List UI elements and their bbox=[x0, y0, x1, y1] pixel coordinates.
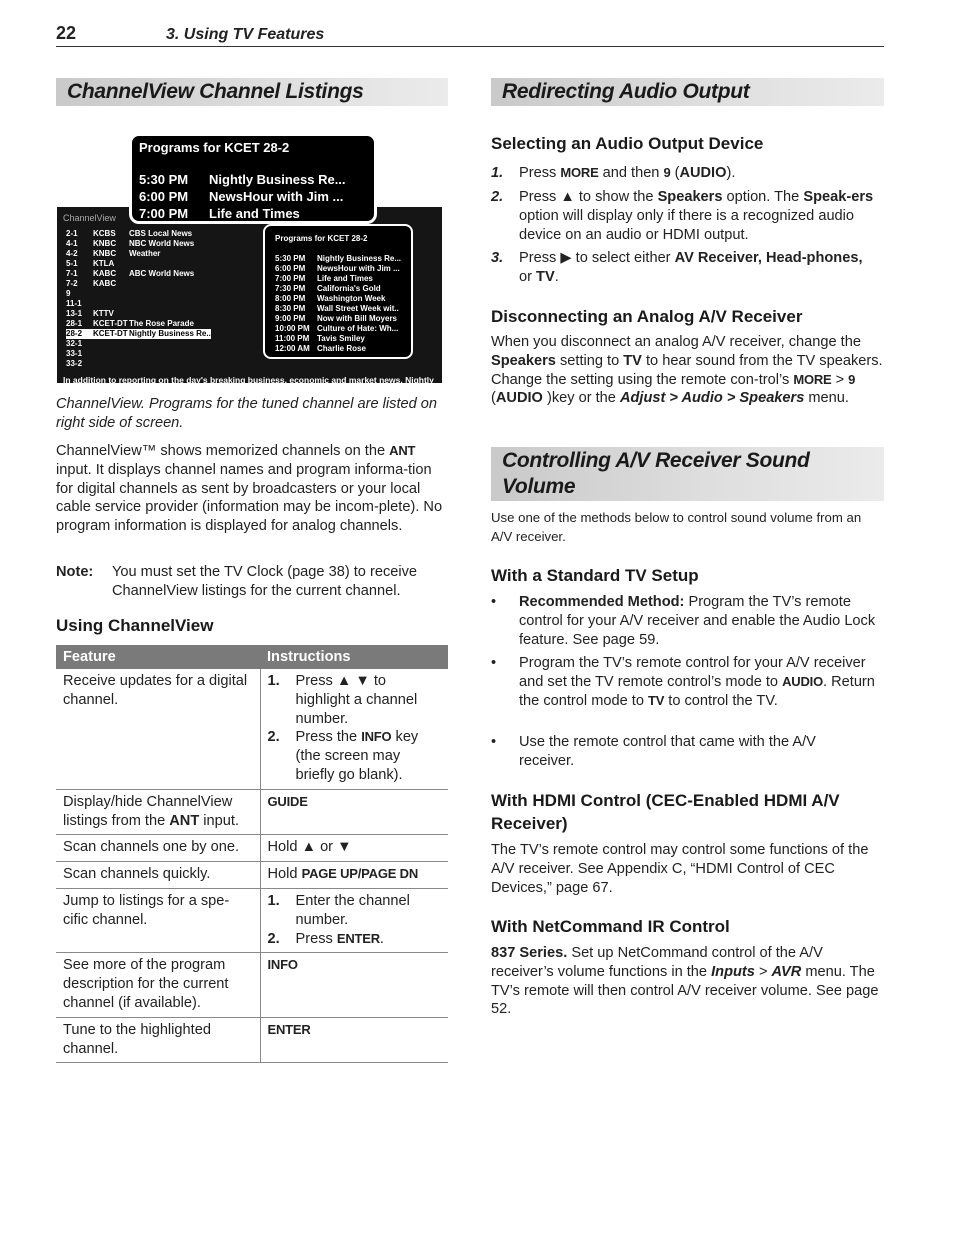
popup-row bbox=[139, 205, 346, 222]
tv-setting: TV bbox=[623, 352, 642, 369]
step-text: . bbox=[554, 268, 559, 285]
channel-num: 11-1 bbox=[66, 299, 82, 308]
para-text: > bbox=[754, 963, 772, 980]
program-time: 9:00 PM bbox=[275, 314, 306, 323]
program-time: 8:00 PM bbox=[275, 294, 306, 303]
table-cell bbox=[260, 888, 448, 952]
program-description: In addition to reporting on the day's breaking business, economic and market news, Nightly bbox=[63, 375, 434, 385]
channel-row[interactable] bbox=[66, 279, 211, 289]
popup-row bbox=[139, 188, 346, 205]
channel-num: 13-1 bbox=[66, 309, 83, 318]
channelview-intro bbox=[56, 442, 448, 536]
inputs-menu: Inputs bbox=[711, 963, 755, 980]
channel-num: 32-1 bbox=[66, 339, 83, 348]
para-text: menu. bbox=[804, 390, 849, 407]
bullet-text: Program the TV’s remote control for your A/V receiver and set the TV remote control’s mode to bbox=[519, 655, 866, 690]
table-head-feature: Feature bbox=[56, 645, 260, 669]
step bbox=[268, 892, 442, 930]
program-title: Life and Times bbox=[317, 274, 373, 283]
bullet-text: Program the TV’s remote control for your A/V receiver and enable the Audio Lock feature. See page 59. bbox=[519, 594, 876, 648]
table-cell bbox=[260, 862, 448, 889]
program-title: Nightly Business Re... bbox=[317, 254, 402, 263]
program-title: NewsHour with Jim ... bbox=[317, 264, 400, 273]
screenshot-caption: ChannelView. Programs for the tuned channel are listed on right side of screen. bbox=[56, 396, 438, 431]
popup-time: 7:00 PM bbox=[139, 206, 189, 221]
step-number: 3. bbox=[491, 250, 504, 266]
program-time: 12:00 AM bbox=[275, 344, 310, 353]
program-time: 5:30 PM bbox=[275, 254, 306, 263]
channel-num: 2-1 bbox=[66, 229, 78, 238]
program-time: 7:30 PM bbox=[275, 284, 306, 293]
table-row bbox=[56, 835, 448, 862]
step-text: Press the bbox=[295, 729, 362, 746]
para-text: When you disconnect an analog A/V receiver, change the bbox=[491, 334, 861, 350]
speakers-option: Speak-ers bbox=[803, 189, 874, 205]
cell-text: Display/hide ChannelView listings from the bbox=[63, 793, 233, 829]
channel-prog: Nightly Business Re.. bbox=[129, 329, 211, 338]
intro-text: ChannelView™ shows memorized channels on the bbox=[56, 443, 390, 459]
avr-menu: AVR bbox=[771, 963, 802, 980]
disconnect-text bbox=[491, 333, 884, 408]
audio-mode: AUDIO bbox=[782, 673, 823, 689]
bullet-program bbox=[519, 654, 884, 710]
program-time: 8:30 PM bbox=[275, 304, 306, 313]
audio-key: AUDIO bbox=[495, 390, 543, 407]
para-text: to hear sound from the TV speakers. Change the setting using the remote con-trol’s bbox=[491, 352, 883, 388]
table-row bbox=[56, 1017, 448, 1063]
series-label: 837 Series. bbox=[491, 945, 568, 961]
channel-num: 4-2 bbox=[66, 249, 78, 258]
step-text: Enter the channel number. bbox=[295, 892, 410, 928]
table-cell: Tune to the highlighted channel. bbox=[56, 1017, 260, 1063]
enter-key: ENTER bbox=[267, 1021, 311, 1037]
program-title: Culture of Hate: Wh... bbox=[317, 324, 399, 333]
channel-prog: NBC World News bbox=[129, 239, 195, 248]
para-text: ( bbox=[491, 390, 496, 407]
program-time: 10:00 PM bbox=[275, 324, 310, 333]
ant-key: ANT bbox=[389, 443, 416, 458]
hdmi-control-text: The TV’s remote control may control some functions of the A/V receiver. See Appendix C, “HDMI Control of CEC Devices,” page 67. bbox=[491, 842, 869, 896]
program-row bbox=[275, 314, 401, 324]
speakers-menu-path: Adjust > Audio > Speakers bbox=[619, 390, 805, 407]
channel-call: KNBC bbox=[93, 249, 117, 258]
channel-call: KNBC bbox=[93, 239, 117, 248]
channel-row[interactable] bbox=[66, 359, 211, 369]
step-text: ). bbox=[726, 165, 736, 181]
step-text: Press bbox=[519, 165, 561, 181]
more-key: MORE bbox=[793, 371, 832, 387]
step-text: Press ▶ to select either bbox=[519, 250, 675, 266]
page-header bbox=[56, 24, 884, 47]
step-text: Press bbox=[295, 930, 337, 947]
bullet: • bbox=[491, 734, 497, 750]
step bbox=[268, 672, 442, 728]
step bbox=[268, 930, 442, 949]
popup-program: Nightly Business Re... bbox=[209, 172, 346, 187]
section-title-audio: Redirecting Audio Output bbox=[502, 80, 750, 103]
note-text: You must set the TV Clock (page 38) to receive ChannelView listings for the current channel. bbox=[112, 564, 418, 599]
netcommand-text bbox=[491, 944, 884, 1019]
channelview-table bbox=[56, 645, 448, 1063]
table-row bbox=[56, 862, 448, 889]
table-cell: Scan channels quickly. bbox=[56, 862, 260, 889]
step-text: option will display only if there is a recognized audio device on an audio or HDMI output. bbox=[519, 207, 855, 243]
channel-call: KCBS bbox=[93, 229, 116, 238]
bullet-recommended bbox=[519, 593, 884, 649]
step-text-rest: key (the screen may briefly go blank). bbox=[295, 729, 419, 783]
popup-row bbox=[139, 171, 346, 188]
channel-call: KTTV bbox=[93, 309, 114, 318]
para-text: > bbox=[831, 371, 849, 388]
select-audio-title: Selecting an Audio Output Device bbox=[491, 134, 764, 153]
bullet-text: to control the TV. bbox=[664, 692, 778, 709]
channel-call: KABC bbox=[93, 269, 117, 278]
channel-row[interactable] bbox=[66, 289, 211, 299]
para-text: setting to bbox=[555, 352, 624, 369]
bullet: • bbox=[491, 594, 497, 610]
channel-row[interactable] bbox=[66, 259, 211, 269]
channel-row[interactable] bbox=[66, 339, 211, 349]
note-label: Note: bbox=[56, 564, 94, 580]
step-text: ( bbox=[670, 165, 680, 181]
guide-key: GUIDE bbox=[267, 793, 308, 809]
program-panel-rows bbox=[275, 254, 401, 354]
receiver-intro: Use one of the methods below to control sound volume from an A/V receiver. bbox=[491, 510, 862, 544]
popup-program: Life and Times bbox=[209, 206, 300, 221]
page-key: PAGE UP/PAGE DN bbox=[301, 866, 419, 882]
program-row bbox=[275, 294, 401, 304]
program-row bbox=[275, 334, 401, 344]
channel-call: KCET-DT bbox=[93, 329, 128, 338]
popup-title: Programs for KCET 28-2 bbox=[139, 140, 290, 155]
table-cell: Hold ▲ or ▼ bbox=[260, 835, 448, 862]
enter-key: ENTER bbox=[336, 930, 380, 946]
channel-row[interactable] bbox=[66, 229, 211, 239]
channel-prog: ABC World News bbox=[129, 269, 195, 278]
step-text: Press ▲ to show the bbox=[519, 189, 658, 205]
info-key: INFO bbox=[267, 957, 298, 973]
step-number: 2. bbox=[267, 930, 280, 947]
ant-key: ANT bbox=[169, 812, 200, 829]
program-row bbox=[275, 324, 401, 334]
hdmi-control-title: With HDMI Control (CEC-Enabled HDMI A/V Receiver) bbox=[491, 791, 840, 833]
table-cell: See more of the program description for the current channel (if available). bbox=[56, 953, 260, 1017]
step-text: Press ▲ ▼ to highlight a channel number. bbox=[295, 673, 418, 727]
bullet: • bbox=[491, 655, 497, 671]
table-cell: Scan channels one by one. bbox=[56, 835, 260, 862]
program-title: Now with Bill Moyers bbox=[317, 314, 398, 323]
table-row bbox=[56, 789, 448, 835]
table-cell bbox=[260, 669, 448, 789]
program-row bbox=[275, 304, 401, 314]
nine-key: 9 bbox=[848, 371, 856, 387]
step-number: 1. bbox=[491, 165, 504, 181]
step-1-text bbox=[519, 164, 884, 183]
program-title: Tavis Smiley bbox=[317, 334, 365, 343]
channel-row[interactable] bbox=[66, 239, 211, 249]
channel-row[interactable] bbox=[66, 249, 211, 259]
popup-time: 6:00 PM bbox=[139, 189, 189, 204]
speakers-option: Speakers bbox=[657, 189, 723, 205]
channel-num: 7-2 bbox=[66, 279, 78, 288]
table-header bbox=[56, 645, 448, 669]
channel-call: KABC bbox=[93, 279, 117, 288]
step-text: or bbox=[519, 268, 537, 285]
output-options: AV Receiver, Head-phones, bbox=[674, 250, 863, 266]
program-title: Charlie Rose bbox=[317, 344, 366, 353]
program-time: 7:00 PM bbox=[275, 274, 306, 283]
program-row bbox=[275, 344, 401, 354]
channel-row[interactable] bbox=[66, 319, 211, 329]
info-key: INFO bbox=[361, 729, 392, 745]
tv-mode: TV bbox=[648, 692, 665, 708]
cell-text-rest: input. bbox=[199, 812, 240, 829]
channel-prog: Weather bbox=[129, 249, 161, 258]
table-cell bbox=[260, 953, 448, 1017]
program-time: 6:00 PM bbox=[275, 264, 306, 273]
table-cell: Receive updates for a digital channel. bbox=[56, 669, 260, 789]
program-panel-title: Programs for KCET 28-2 bbox=[275, 234, 368, 243]
program-time: 11:00 PM bbox=[275, 334, 310, 343]
intro-text-rest: input. It displays channel names and program informa-tion for digital channels as sent by broadcasters or your local cable service provider (information may be incom-plete). No program information is displayed for analog channels. bbox=[56, 461, 443, 535]
table-cell bbox=[56, 789, 260, 835]
popup-time: 5:30 PM bbox=[139, 172, 189, 187]
chapter-title: 3. Using TV Features bbox=[166, 26, 325, 43]
channel-row[interactable] bbox=[66, 269, 211, 279]
popup-program: NewsHour with Jim ... bbox=[209, 189, 344, 204]
more-key: MORE bbox=[560, 165, 599, 180]
section-title-receiver: Controlling A/V Receiver Sound Volume bbox=[502, 449, 810, 498]
using-channelview-title: Using ChannelView bbox=[56, 616, 214, 635]
step-text: and then bbox=[598, 165, 664, 181]
table-head-instructions: Instructions bbox=[260, 645, 448, 669]
channel-call: KCET-DT bbox=[93, 319, 128, 328]
program-title: Wall Street Week wit.. bbox=[317, 304, 399, 313]
step-2-text bbox=[519, 188, 884, 244]
step-number: 2. bbox=[267, 729, 280, 746]
netcommand-title: With NetCommand IR Control bbox=[491, 917, 730, 936]
channelview-label: ChannelView bbox=[63, 213, 116, 223]
audio-key: AUDIO bbox=[679, 165, 727, 181]
step-number: 1. bbox=[267, 892, 280, 909]
program-row bbox=[275, 284, 401, 294]
channel-num: 28-2 bbox=[66, 329, 83, 338]
cell-text: Hold bbox=[267, 866, 302, 883]
step bbox=[268, 728, 442, 784]
standard-setup-title: With a Standard TV Setup bbox=[491, 566, 699, 585]
table-cell bbox=[260, 789, 448, 835]
channel-row[interactable] bbox=[66, 329, 211, 339]
program-title: Washington Week bbox=[317, 294, 386, 303]
channel-num: 7-1 bbox=[66, 269, 78, 278]
channel-num: 9 bbox=[66, 289, 71, 298]
channel-call: KTLA bbox=[93, 259, 115, 268]
section-bar-receiver bbox=[491, 447, 884, 501]
channel-num: 33-2 bbox=[66, 359, 83, 368]
table-cell bbox=[260, 1017, 448, 1063]
section-title-channelview: ChannelView Channel Listings bbox=[67, 80, 364, 103]
step-3-text bbox=[519, 249, 864, 287]
recommended-label: Recommended Method: bbox=[519, 594, 685, 610]
table-row bbox=[56, 953, 448, 1017]
program-row bbox=[275, 254, 401, 264]
channel-row[interactable] bbox=[66, 349, 211, 359]
section-bar-audio bbox=[491, 78, 884, 106]
para-text: )key or the bbox=[542, 390, 620, 407]
para-text: Set up NetCommand control of the A/V receiver’s volume functions in the bbox=[491, 945, 823, 980]
disconnect-title: Disconnecting an Analog A/V Receiver bbox=[491, 307, 803, 326]
step-text: option. The bbox=[722, 189, 804, 205]
table-row bbox=[56, 669, 448, 789]
program-row bbox=[275, 264, 401, 274]
channel-prog: CBS Local News bbox=[129, 229, 193, 238]
step-text-rest: . bbox=[379, 930, 384, 947]
page-number: 22 bbox=[56, 23, 77, 43]
step-number: 1. bbox=[267, 673, 280, 689]
channel-num: 28-1 bbox=[66, 319, 83, 328]
tv-option: TV bbox=[536, 268, 555, 285]
nine-key: 9 bbox=[663, 165, 671, 180]
channel-num: 5-1 bbox=[66, 259, 78, 268]
channel-row[interactable] bbox=[66, 299, 211, 309]
program-row bbox=[275, 274, 401, 284]
table-cell: Jump to listings for a spe-cific channel. bbox=[56, 888, 260, 952]
section-bar-channelview bbox=[56, 78, 448, 106]
program-popup bbox=[129, 133, 377, 224]
channel-prog: The Rose Parade bbox=[129, 319, 194, 328]
popup-rows bbox=[139, 171, 346, 222]
program-title: California's Gold bbox=[317, 284, 381, 293]
bullet-receiver-remote: Use the remote control that came with the A/V receiver. bbox=[519, 734, 816, 769]
step-number: 2. bbox=[491, 189, 504, 205]
para-text: menu. The TV’s remote will then control A/V receiver volume. See page 52. bbox=[491, 963, 879, 1018]
channel-row[interactable] bbox=[66, 309, 211, 319]
channel-num: 33-1 bbox=[66, 349, 83, 358]
speakers-setting: Speakers bbox=[491, 352, 556, 369]
bullet-text: . Return the control mode to bbox=[519, 673, 875, 709]
channel-list bbox=[66, 229, 211, 369]
channel-num: 4-1 bbox=[66, 239, 78, 248]
table-row bbox=[56, 888, 448, 952]
program-panel bbox=[263, 224, 413, 359]
channelview-screenshot bbox=[57, 133, 442, 383]
